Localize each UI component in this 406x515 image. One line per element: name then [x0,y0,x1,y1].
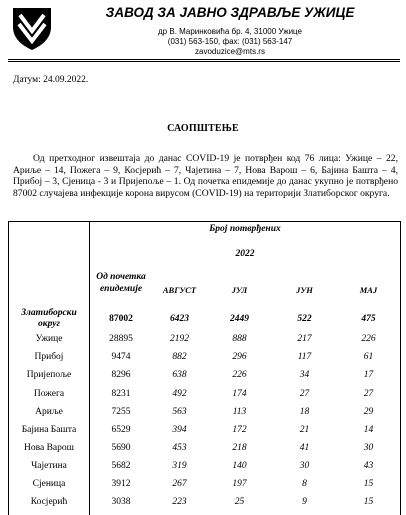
value-august: 223 [172,497,187,507]
municipality-name: Пријепоље [26,370,72,380]
month-header-august: АВГУСТ [162,285,197,295]
value-june: 18 [299,407,310,417]
value-july: 174 [232,389,247,399]
municipality-name: Пожега [33,389,65,399]
total-june: 522 [297,314,312,324]
value-may: 29 [363,407,374,417]
table-border-left [8,221,9,515]
value-may: 15 [363,479,374,489]
institution-name: ЗАВОД ЗА ЈАВНО ЗДРАВЉЕ УЖИЦЕ [105,5,355,20]
value-june: 41 [299,443,310,453]
value-june: 9 [302,497,307,507]
month-header-may: МАЈ [359,285,378,295]
table-border-right [400,221,401,515]
value-july: 296 [232,352,247,362]
value-july: 172 [232,425,247,435]
value-august: 563 [172,407,187,417]
institute-logo [10,5,54,51]
municipality-name: Косјерић [30,497,68,507]
value-august: 394 [172,425,187,435]
value-may: 30 [363,443,374,453]
municipality-name: Чајетина [31,461,67,471]
document-title: САОПШТЕЊЕ [167,123,239,134]
institution-phone: (031) 563-150, фах: (031) 563-147 [167,37,293,46]
value-since-start: 3038 [111,497,131,507]
value-since-start: 5690 [111,443,131,453]
municipality-name: Прибој [34,352,64,362]
value-august: 453 [172,443,187,453]
value-july: 226 [232,370,247,380]
municipality-name: Ариље [35,407,63,417]
total-august: 6423 [170,314,189,324]
value-july: 888 [232,334,247,344]
municipality-name: Нова Варош [24,443,74,453]
announcement-text: Од претходног извештаја до данас COVID-19 је потврђен код 76 лица: Ужице – 22, Ариље – 14, Пожега – 9, Косјерић – 7, Чајетина – 7, Нова Варош – 6, Бајина Башта – 4, Прибој – 3, Сјеница - 3 и Пријепоље – 1. Од почетка епидемије до данас укупно је потврђено 87002 случајева инфекције корона вирусом (COVID-19) на територији Златиборског округа. [13,153,398,199]
municipality-name: Ужице [35,334,63,344]
document-date: Датум: 24.09.2022. [13,75,89,85]
value-july: 140 [232,461,247,471]
value-august: 882 [172,352,187,362]
value-since-start: 6529 [111,425,131,435]
institution-email: zavoduzice@mts.rs [195,47,265,56]
group-header: Број потврђених [209,224,281,234]
header-divider [8,59,400,60]
value-june: 30 [299,461,310,471]
value-june: 27 [299,389,310,399]
value-august: 319 [172,461,187,471]
value-august: 267 [172,479,187,489]
value-june: 34 [299,370,310,380]
value-since-start: 9474 [111,352,131,362]
value-august: 2192 [170,334,189,344]
month-header-july: ЈУЛ [231,285,248,295]
total-july: 2449 [230,314,249,324]
value-since-start: 5682 [111,461,131,471]
value-may: 61 [363,352,374,362]
value-may: 27 [363,389,374,399]
value-july: 218 [232,443,247,453]
total-row-label: Златиборски округ [21,308,77,329]
value-june: 8 [302,479,307,489]
value-august: 492 [172,389,187,399]
value-since-start: 7255 [111,407,131,417]
total-may: 475 [361,314,376,324]
since-start-header: Од почетка епидемије [96,272,146,294]
value-august: 638 [172,370,187,380]
month-header-june: ЈУН [296,285,313,295]
value-may: 15 [363,497,374,507]
value-july: 197 [232,479,247,489]
value-june: 217 [297,334,312,344]
institution-address: др В. Маринковића бр. 4, 31000 Ужице [158,27,302,36]
value-june: 21 [299,425,310,435]
municipality-name: Бајина Башта [21,425,77,435]
value-since-start: 28895 [109,334,133,344]
value-may: 14 [363,425,374,435]
year-header: 2022 [235,249,255,259]
value-june: 117 [297,352,312,362]
header-divider-2 [8,61,400,62]
value-july: 113 [232,407,247,417]
value-since-start: 8296 [111,370,131,380]
value-may: 17 [363,370,374,380]
value-may: 43 [363,461,374,471]
value-may: 226 [361,334,376,344]
value-july: 25 [234,497,245,507]
value-since-start: 3912 [111,479,131,489]
total-since-start: 87002 [109,314,133,324]
municipality-name: Сјеница [32,479,66,489]
cases-table [8,221,401,515]
value-since-start: 8231 [111,389,131,399]
table-border-top [8,221,401,222]
